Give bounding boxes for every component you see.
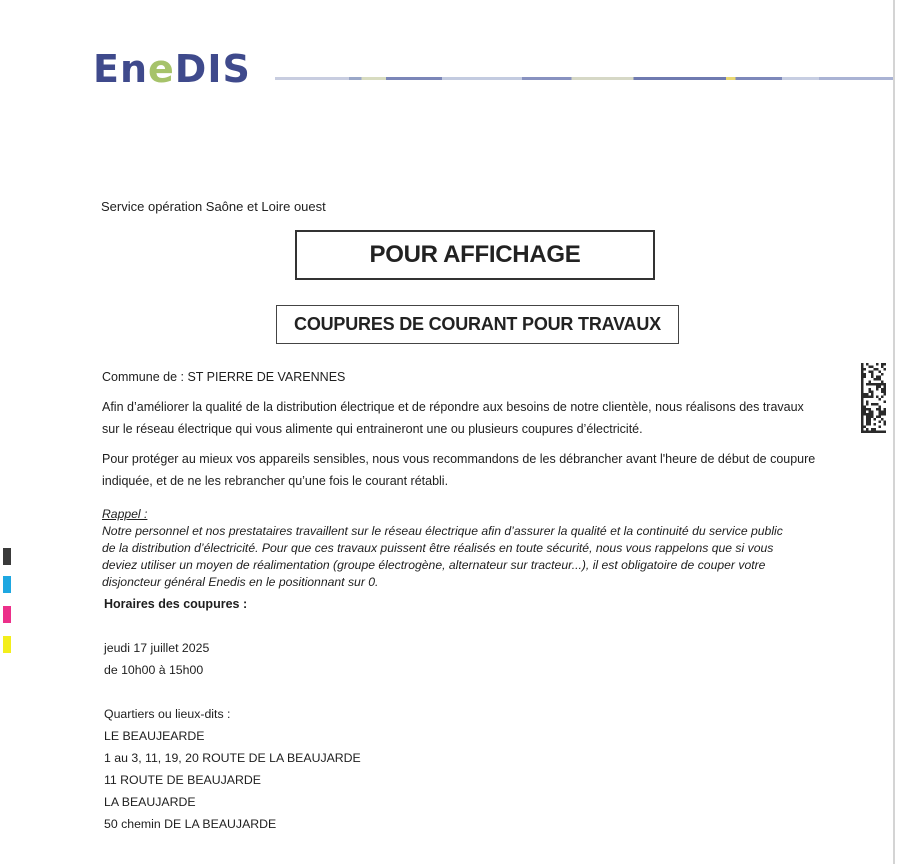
logo-text-accent: e	[148, 47, 175, 91]
calibration-mark-black	[3, 548, 11, 565]
outage-schedule	[104, 637, 209, 681]
datamatrix-cell	[861, 363, 864, 366]
rappel-title: Rappel :	[102, 507, 148, 521]
datamatrix-cell	[884, 393, 887, 396]
datamatrix-cell	[871, 431, 874, 434]
paragraph-line: Pour protéger au mieux vos appareils sensibles, nous vous recommandons de les débrancher avant l'heure de début de coupure	[102, 452, 816, 466]
datamatrix-cell	[869, 421, 872, 424]
datamatrix-cell	[876, 383, 879, 386]
datamatrix-code	[861, 362, 886, 434]
datamatrix-cell	[876, 416, 879, 419]
datamatrix-cell	[864, 406, 867, 409]
datamatrix-cell	[874, 378, 877, 381]
location-item: 11 ROUTE DE BEAUJARDE	[104, 773, 261, 787]
datamatrix-cell	[869, 366, 872, 369]
datamatrix-cell	[866, 418, 869, 421]
datamatrix-cell	[881, 396, 884, 399]
datamatrix-cell	[869, 381, 872, 384]
datamatrix-cell	[861, 383, 864, 386]
datamatrix-cell	[869, 431, 872, 434]
datamatrix-cell	[884, 386, 887, 389]
logo-text-part: DIS	[174, 47, 251, 91]
datamatrix-cell	[879, 426, 882, 429]
datamatrix-cell	[861, 413, 864, 416]
paragraph-line: indiquée, et de ne les rebrancher qu’une fois le courant rétabli.	[102, 474, 449, 488]
location-item: LA BEAUJARDE	[104, 795, 196, 809]
datamatrix-cell	[864, 426, 867, 429]
datamatrix-cell	[866, 401, 869, 404]
location-item: 1 au 3, 11, 19, 20 ROUTE DE LA BEAUJARDE	[104, 751, 361, 765]
datamatrix-cell	[866, 421, 869, 424]
location-item: LE BEAUJEARDE	[104, 729, 205, 743]
datamatrix-cell	[879, 383, 882, 386]
datamatrix-cell	[864, 431, 867, 434]
datamatrix-cell	[876, 376, 879, 379]
datamatrix-cell	[861, 411, 864, 414]
datamatrix-cell	[874, 368, 877, 371]
datamatrix-cell	[881, 381, 884, 384]
datamatrix-cell	[869, 388, 872, 391]
datamatrix-cell	[866, 416, 869, 419]
datamatrix-cell	[871, 373, 874, 376]
datamatrix-cell	[871, 403, 874, 406]
datamatrix-cell	[871, 391, 874, 394]
datamatrix-cell	[861, 378, 864, 381]
enedis-logo	[93, 47, 251, 91]
datamatrix-cell	[879, 406, 882, 409]
datamatrix-cell	[879, 386, 882, 389]
datamatrix-cell	[869, 413, 872, 416]
datamatrix-cell	[874, 418, 877, 421]
outage-time: de 10h00 à 15h00	[104, 663, 204, 677]
affichage-box	[295, 230, 655, 280]
datamatrix-cell	[879, 421, 882, 424]
datamatrix-cell	[884, 391, 887, 394]
datamatrix-cell	[874, 423, 877, 426]
datamatrix-cell	[876, 386, 879, 389]
datamatrix-cell	[884, 431, 887, 434]
datamatrix-cell	[876, 388, 879, 391]
commune-line: Commune de : ST PIERRE DE VARENNES	[102, 370, 346, 384]
datamatrix-cell	[869, 423, 872, 426]
datamatrix-cell	[876, 368, 879, 371]
datamatrix-cell	[864, 373, 867, 376]
datamatrix-cell	[881, 418, 884, 421]
datamatrix-cell	[861, 388, 864, 391]
calibration-mark-magenta	[3, 606, 11, 623]
logo-divider	[275, 77, 893, 80]
datamatrix-cell	[874, 403, 877, 406]
locations-title: Quartiers ou lieux-dits :	[104, 707, 231, 721]
rappel-line: deviez utiliser un moyen de réalimentation (groupe électrogène, alternateur sur tracteur...), il est obligatoire de couper votre	[102, 558, 766, 572]
datamatrix-cell	[869, 383, 872, 386]
datamatrix-cell	[864, 411, 867, 414]
datamatrix-cell	[861, 373, 864, 376]
datamatrix-cell	[876, 378, 879, 381]
datamatrix-cell	[861, 406, 864, 409]
datamatrix-cell	[884, 413, 887, 416]
datamatrix-cell	[861, 403, 864, 406]
datamatrix-cell	[881, 366, 884, 369]
datamatrix-cell	[864, 408, 867, 411]
datamatrix-cell	[861, 393, 864, 396]
datamatrix-cell	[866, 428, 869, 431]
page-edge	[893, 0, 895, 864]
datamatrix-cell	[864, 368, 867, 371]
datamatrix-cell	[869, 416, 872, 419]
logo-text-part: En	[93, 47, 149, 91]
datamatrix-cell	[871, 396, 874, 399]
datamatrix-cell	[869, 408, 872, 411]
datamatrix-cell	[881, 388, 884, 391]
datamatrix-cell	[876, 396, 879, 399]
datamatrix-cell	[861, 381, 864, 384]
datamatrix-cell	[866, 403, 869, 406]
datamatrix-cell	[879, 371, 882, 374]
datamatrix-cell	[871, 393, 874, 396]
datamatrix-cell	[876, 403, 879, 406]
datamatrix-cell	[861, 386, 864, 389]
intro-paragraph	[102, 396, 837, 440]
datamatrix-cell	[866, 363, 869, 366]
datamatrix-cell	[861, 426, 864, 429]
datamatrix-cell	[866, 431, 869, 434]
datamatrix-cell	[869, 371, 872, 374]
datamatrix-cell	[864, 393, 867, 396]
datamatrix-cell	[864, 396, 867, 399]
datamatrix-cell	[881, 431, 884, 434]
datamatrix-cell	[861, 376, 864, 379]
datamatrix-cell	[866, 408, 869, 411]
datamatrix-cell	[871, 366, 874, 369]
datamatrix-cell	[884, 411, 887, 414]
calibration-mark-yellow	[3, 636, 11, 653]
datamatrix-cell	[861, 366, 864, 369]
datamatrix-cell	[884, 401, 887, 404]
datamatrix-cell	[869, 418, 872, 421]
datamatrix-cell	[861, 371, 864, 374]
datamatrix-cell	[881, 411, 884, 414]
datamatrix-cell	[861, 428, 864, 431]
datamatrix-cell	[861, 396, 864, 399]
affichage-title: POUR AFFICHAGE	[369, 241, 581, 268]
datamatrix-cell	[861, 431, 864, 434]
rappel-line: Notre personnel et nos prestataires travaillent sur le réseau électrique afin d’assurer la qualité et la continuité du service public	[102, 524, 783, 538]
rappel-line: disjoncteur général Enedis en le positionnant sur 0.	[102, 575, 379, 589]
datamatrix-cell	[874, 431, 877, 434]
datamatrix-cell	[869, 411, 872, 414]
datamatrix-cell	[864, 376, 867, 379]
datamatrix-cell	[861, 398, 864, 401]
datamatrix-cell	[871, 411, 874, 414]
paragraph-line: sur le réseau électrique qui vous alimente qui entraineront une ou plusieurs coupures d’électricité.	[102, 422, 643, 436]
rappel-section	[102, 506, 822, 591]
datamatrix-cell	[884, 421, 887, 424]
datamatrix-cell	[861, 416, 864, 419]
datamatrix-cell	[861, 423, 864, 426]
datamatrix-cell	[884, 388, 887, 391]
datamatrix-cell	[884, 368, 887, 371]
datamatrix-cell	[866, 396, 869, 399]
datamatrix-cell	[861, 368, 864, 371]
datamatrix-cell	[876, 408, 879, 411]
datamatrix-cell	[879, 398, 882, 401]
datamatrix-cell	[879, 408, 882, 411]
datamatrix-cell	[866, 383, 869, 386]
datamatrix-cell	[871, 416, 874, 419]
service-line: Service opération Saône et Loire ouest	[101, 199, 326, 214]
datamatrix-cell	[876, 363, 879, 366]
datamatrix-cell	[864, 413, 867, 416]
datamatrix-cell	[866, 413, 869, 416]
datamatrix-cell	[866, 393, 869, 396]
datamatrix-cell	[861, 391, 864, 394]
datamatrix-cell	[861, 421, 864, 424]
calibration-mark-cyan	[3, 576, 11, 593]
datamatrix-cell	[879, 376, 882, 379]
datamatrix-cell	[861, 408, 864, 411]
datamatrix-cell	[869, 396, 872, 399]
datamatrix-cell	[884, 363, 887, 366]
datamatrix-cell	[884, 383, 887, 386]
datamatrix-cell	[871, 371, 874, 374]
protection-paragraph	[102, 448, 837, 492]
datamatrix-cell	[866, 423, 869, 426]
datamatrix-cell	[861, 418, 864, 421]
datamatrix-cell	[881, 391, 884, 394]
datamatrix-cell	[871, 376, 874, 379]
datamatrix-cell	[871, 383, 874, 386]
datamatrix-cell	[874, 428, 877, 431]
datamatrix-cell	[871, 428, 874, 431]
datamatrix-cell	[876, 431, 879, 434]
datamatrix-cell	[881, 413, 884, 416]
datamatrix-cell	[881, 373, 884, 376]
datamatrix-cell	[871, 413, 874, 416]
horaires-title: Horaires des coupures :	[104, 597, 248, 611]
outage-date: jeudi 17 juillet 2025	[104, 641, 210, 655]
datamatrix-cell	[879, 378, 882, 381]
datamatrix-cell	[881, 383, 884, 386]
datamatrix-cell	[874, 383, 877, 386]
datamatrix-cell	[879, 413, 882, 416]
location-item: 50 chemin DE LA BEAUJARDE	[104, 817, 277, 831]
datamatrix-cell	[879, 411, 882, 414]
rappel-line: de la distribution d’électricité. Pour que ces travaux puissent être réalisés en toute sécurité, nous vous rappelons que si vous	[102, 541, 774, 555]
locations-list	[104, 703, 361, 835]
datamatrix-cell	[884, 423, 887, 426]
paragraph-line: Afin d’améliorer la qualité de la distribution électrique et de répondre aux besoins de notre clientèle, nous réalisons des travaux	[102, 400, 804, 414]
datamatrix-cell	[879, 431, 882, 434]
datamatrix-cell	[879, 416, 882, 419]
datamatrix-cell	[861, 401, 864, 404]
datamatrix-cell	[869, 391, 872, 394]
coupures-box	[276, 305, 679, 344]
datamatrix-cell	[884, 408, 887, 411]
datamatrix-cell	[881, 363, 884, 366]
coupures-title: COUPURES DE COURANT POUR TRAVAUX	[294, 314, 661, 334]
